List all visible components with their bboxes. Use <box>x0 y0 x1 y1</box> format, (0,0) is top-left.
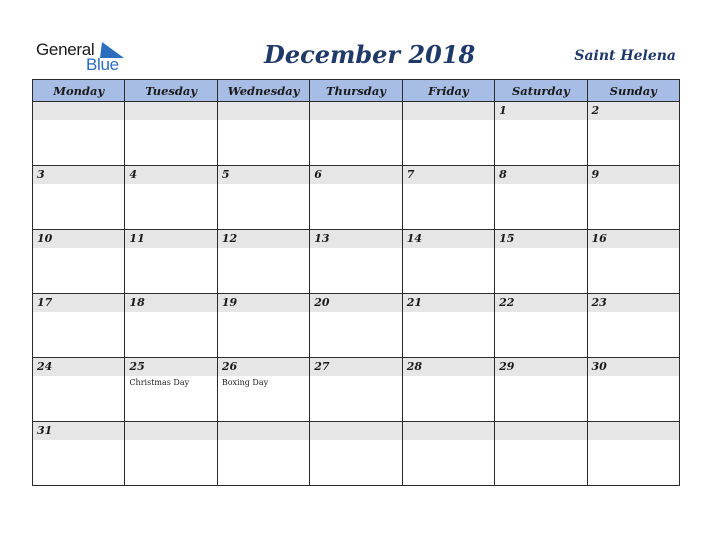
day-cell[interactable] <box>495 230 587 294</box>
day-number-bar <box>403 166 494 184</box>
day-cell[interactable] <box>495 166 587 230</box>
day-number: 6 <box>314 168 322 181</box>
logo <box>36 40 136 74</box>
day-cell[interactable] <box>495 102 587 166</box>
day-cell[interactable] <box>217 358 309 422</box>
day-number: 16 <box>591 232 607 245</box>
day-number-bar <box>495 230 586 248</box>
day-number: 17 <box>37 296 53 309</box>
day-cell[interactable] <box>402 102 494 166</box>
day-number: 13 <box>314 232 330 245</box>
day-cell[interactable] <box>310 166 402 230</box>
day-cell[interactable] <box>310 422 402 486</box>
weekday-header: Sunday <box>587 80 679 102</box>
day-cell[interactable] <box>402 166 494 230</box>
day-cell[interactable] <box>33 294 125 358</box>
day-cell[interactable] <box>217 166 309 230</box>
day-number: 31 <box>37 424 53 437</box>
holiday-label: Christmas Day <box>129 378 190 387</box>
day-number: 27 <box>314 360 330 373</box>
day-cell[interactable] <box>33 422 125 486</box>
day-number: 1 <box>499 104 507 117</box>
day-cell[interactable] <box>402 294 494 358</box>
page-title: December 2018 <box>264 40 476 69</box>
day-number-bar <box>125 166 216 184</box>
day-number-bar <box>125 230 216 248</box>
day-number-bar <box>403 422 494 440</box>
day-number: 15 <box>499 232 515 245</box>
week-row <box>33 230 680 294</box>
weekday-header: Monday <box>33 80 125 102</box>
day-number-bar <box>218 294 309 312</box>
day-number: 29 <box>499 360 515 373</box>
day-number-bar <box>218 230 309 248</box>
day-number-bar <box>33 166 124 184</box>
day-cell[interactable] <box>125 358 217 422</box>
day-number: 24 <box>37 360 53 373</box>
day-cell[interactable] <box>310 102 402 166</box>
day-number: 30 <box>591 360 607 373</box>
day-number: 20 <box>314 296 330 309</box>
day-number: 23 <box>591 296 607 309</box>
day-number: 14 <box>406 232 422 245</box>
day-number: 21 <box>406 296 422 309</box>
day-number-bar <box>403 230 494 248</box>
day-number: 26 <box>221 360 238 373</box>
weekday-header: Tuesday <box>125 80 217 102</box>
weekday-header: Saturday <box>495 80 587 102</box>
day-number-bar <box>125 294 216 312</box>
day-number: 12 <box>221 232 238 245</box>
weekday-header-row <box>33 80 680 102</box>
day-number-bar <box>218 102 309 120</box>
day-cell[interactable] <box>310 358 402 422</box>
day-number: 2 <box>591 104 600 117</box>
day-number-bar <box>588 166 679 184</box>
week-row <box>33 166 680 230</box>
day-number: 8 <box>499 168 507 181</box>
day-number: 18 <box>129 296 145 309</box>
day-number-bar <box>33 422 124 440</box>
weekday-header: Wednesday <box>217 80 309 102</box>
day-cell[interactable] <box>125 294 217 358</box>
day-cell[interactable] <box>217 230 309 294</box>
day-cell[interactable] <box>310 230 402 294</box>
day-number-bar <box>125 358 216 376</box>
week-row <box>33 102 680 166</box>
day-cell[interactable] <box>125 102 217 166</box>
day-number-bar <box>33 358 124 376</box>
day-cell[interactable] <box>587 358 679 422</box>
day-cell[interactable] <box>587 166 679 230</box>
day-number: 10 <box>37 232 53 245</box>
week-row <box>33 422 680 486</box>
day-number-bar <box>310 422 401 440</box>
day-cell[interactable] <box>587 230 679 294</box>
weekday-header: Thursday <box>310 80 402 102</box>
day-cell[interactable] <box>33 102 125 166</box>
day-number: 3 <box>37 168 45 181</box>
day-number-bar <box>310 230 401 248</box>
day-cell[interactable] <box>125 230 217 294</box>
day-number-bar <box>588 358 679 376</box>
day-cell[interactable] <box>33 166 125 230</box>
day-number-bar <box>403 102 494 120</box>
day-number-bar <box>588 294 679 312</box>
day-cell[interactable] <box>587 102 679 166</box>
day-number: 9 <box>591 168 600 181</box>
day-number-bar <box>495 102 586 120</box>
day-cell[interactable] <box>33 358 125 422</box>
day-cell[interactable] <box>125 422 217 486</box>
day-number-bar <box>588 230 679 248</box>
day-cell[interactable] <box>310 294 402 358</box>
day-number-bar <box>588 422 679 440</box>
day-number-bar <box>125 422 216 440</box>
day-number-bar <box>33 102 124 120</box>
day-cell[interactable] <box>495 294 587 358</box>
day-number-bar <box>495 294 586 312</box>
calendar-grid <box>32 79 680 486</box>
day-number-bar <box>33 294 124 312</box>
day-number-bar <box>495 166 586 184</box>
logo-word-blue: Blue <box>86 55 119 74</box>
day-number: 5 <box>221 168 230 181</box>
day-number-bar <box>403 358 494 376</box>
day-cell[interactable] <box>33 230 125 294</box>
day-number-bar <box>125 102 216 120</box>
day-number-bar <box>33 230 124 248</box>
day-cell[interactable] <box>402 358 494 422</box>
day-cell[interactable] <box>587 294 679 358</box>
region-label: Saint Helena <box>574 48 676 64</box>
day-cell[interactable] <box>495 358 587 422</box>
holiday-label: Boxing Day <box>221 378 269 387</box>
day-number-bar <box>588 102 679 120</box>
logo-word-general: General <box>36 40 95 59</box>
day-cell[interactable] <box>217 422 309 486</box>
day-number: 4 <box>129 168 138 181</box>
day-number: 22 <box>499 296 515 309</box>
day-number-bar <box>310 166 401 184</box>
day-number: 25 <box>129 360 145 373</box>
day-cell[interactable] <box>125 166 217 230</box>
week-row <box>33 358 680 422</box>
day-cell[interactable] <box>217 102 309 166</box>
day-number-bar <box>495 422 586 440</box>
day-cell[interactable] <box>402 422 494 486</box>
day-number: 28 <box>406 360 422 373</box>
day-number-bar <box>218 422 309 440</box>
day-number-bar <box>403 294 494 312</box>
week-row <box>33 294 680 358</box>
day-cell[interactable] <box>402 230 494 294</box>
day-cell[interactable] <box>587 422 679 486</box>
weekday-header: Friday <box>402 80 494 102</box>
day-number: 11 <box>129 232 145 245</box>
day-number: 19 <box>221 296 238 309</box>
day-number-bar <box>218 166 309 184</box>
day-number-bar <box>218 358 309 376</box>
day-number-bar <box>310 102 401 120</box>
day-number-bar <box>310 358 401 376</box>
day-cell[interactable] <box>495 422 587 486</box>
day-number: 7 <box>406 168 415 181</box>
day-number-bar <box>310 294 401 312</box>
day-number-bar <box>495 358 586 376</box>
day-cell[interactable] <box>217 294 309 358</box>
